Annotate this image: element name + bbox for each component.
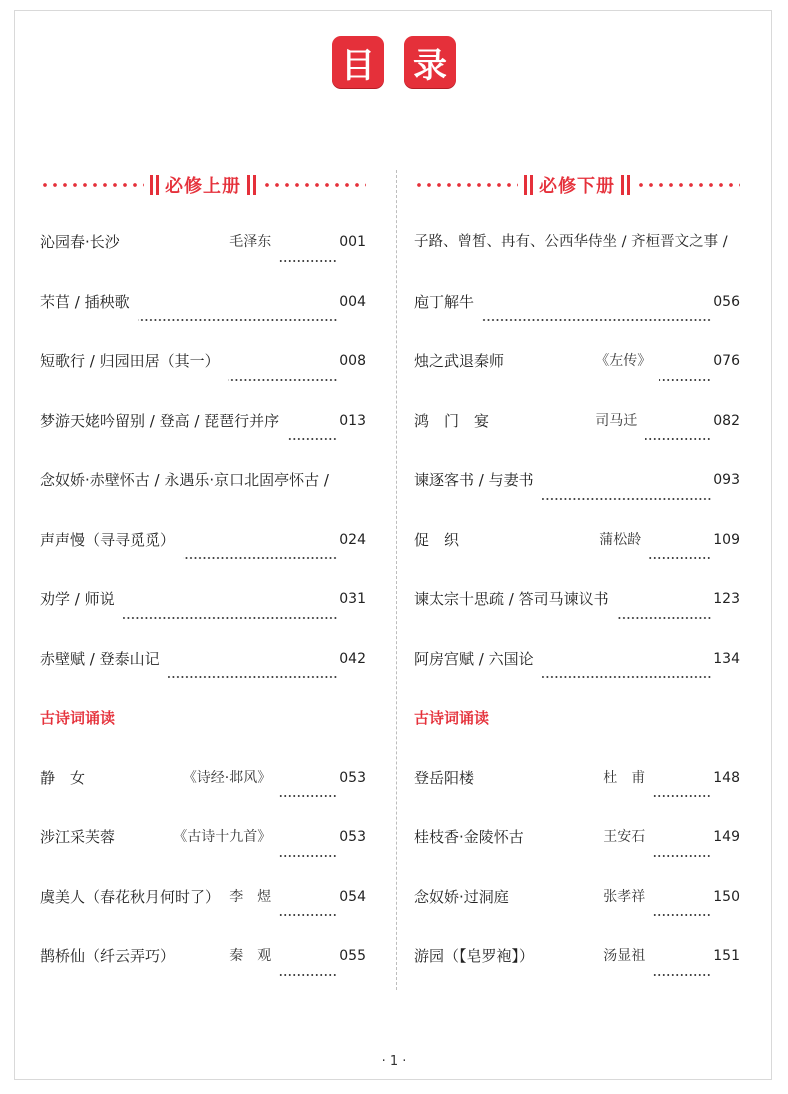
section-title: 必修上册 [165, 176, 241, 197]
entry-title: 谏逐客书 / 与妻书 [414, 471, 534, 489]
entry-author: 司马迁 [595, 412, 638, 429]
entry-page: 082 [713, 412, 740, 429]
dot-leader [228, 378, 338, 382]
entry-page: 151 [713, 948, 740, 964]
entry-title: 芣苢 / 插秧歌 [40, 292, 130, 311]
entry-page: 054 [339, 888, 366, 905]
dot-leader [617, 616, 712, 620]
entry-author: 王安石 [603, 829, 646, 845]
dot-leader [123, 616, 338, 620]
toc-entry[interactable] [414, 232, 740, 292]
dot-leader [279, 854, 337, 858]
toc-entry[interactable] [414, 768, 740, 828]
entry-page: 008 [339, 353, 366, 369]
toc-column-right [414, 168, 740, 1006]
entry-page: 123 [713, 591, 740, 607]
entry-page: 013 [339, 412, 366, 429]
entry-page: 109 [713, 531, 740, 548]
entry-page: 053 [339, 829, 366, 845]
dot-leader [482, 318, 711, 322]
toc-entry[interactable] [40, 232, 366, 292]
dot-leader [279, 913, 337, 917]
toc-entry[interactable] [414, 887, 740, 947]
toc-entry[interactable] [40, 946, 366, 1006]
subsection-title: 古诗词诵读 [40, 709, 116, 727]
entry-author: 李 煜 [229, 888, 272, 905]
dot-leader [542, 675, 712, 679]
entry-title: 鸿 门 宴 [414, 411, 490, 430]
entry-page: 056 [713, 293, 740, 310]
toc-entry[interactable] [40, 470, 366, 530]
dot-leader [645, 437, 711, 441]
dot-leader [653, 794, 711, 798]
toc-entry[interactable] [414, 470, 740, 530]
entry-title: 声声慢（寻寻觅觅） [40, 530, 176, 549]
toc-entry[interactable] [414, 589, 740, 649]
entry-author: 毛泽东 [229, 234, 272, 250]
entry-page: 031 [339, 591, 366, 607]
toc-entry[interactable] [414, 649, 740, 709]
entry-author: 杜 甫 [603, 769, 646, 786]
entry-page: 150 [713, 888, 740, 905]
bar-ornament [247, 175, 256, 195]
entry-title: 烛之武退秦师 [414, 352, 505, 370]
toc-entry[interactable] [414, 351, 740, 411]
dot-leader [279, 973, 337, 977]
title-char-mu: 目 [332, 36, 384, 88]
toc-entry[interactable] [40, 589, 366, 649]
entry-page: 004 [339, 293, 366, 310]
dot-leader [649, 556, 711, 560]
entry-page: 134 [713, 650, 740, 667]
dot-rule [414, 183, 518, 187]
dot-leader [653, 854, 711, 858]
dot-leader [653, 973, 711, 977]
toc-entry[interactable] [40, 530, 366, 590]
entry-title: 静 女 [40, 768, 86, 787]
toc-entry[interactable] [414, 946, 740, 1006]
toc-entry[interactable] [414, 530, 740, 590]
toc-entry[interactable] [414, 827, 740, 887]
entry-page: 148 [713, 769, 740, 786]
entry-title: 赤壁赋 / 登泰山记 [40, 649, 160, 668]
entry-title: 念奴娇·过洞庭 [414, 887, 509, 906]
entry-title: 阿房宫赋 / 六国论 [414, 649, 534, 668]
toc-entry[interactable] [40, 768, 366, 828]
toc-entry[interactable] [40, 292, 366, 352]
entry-title: 游园（【皂罗袍】） [414, 947, 535, 965]
page-title [0, 36, 788, 88]
entry-author: 蒲松龄 [599, 531, 642, 548]
dot-rule [636, 183, 740, 187]
entry-title: 念奴娇·赤壁怀古 / 永遇乐·京口北固亭怀古 / [40, 471, 329, 489]
toc-entry[interactable] [414, 292, 740, 352]
entry-page: 042 [339, 650, 366, 667]
entry-title: 虞美人（春花秋月何时了） [40, 887, 221, 906]
bar-ornament [621, 175, 630, 195]
entry-page: 055 [339, 948, 366, 964]
dot-leader [542, 497, 712, 501]
entry-page: 076 [713, 353, 740, 369]
entry-title: 登岳阳楼 [414, 768, 475, 787]
dot-leader [279, 259, 337, 263]
dot-leader [659, 378, 711, 382]
entry-title: 促 织 [414, 530, 460, 549]
dot-leader [279, 794, 337, 798]
bar-ornament [524, 175, 533, 195]
toc-entry[interactable] [40, 649, 366, 709]
entry-title: 沁园春·长沙 [40, 233, 120, 251]
toc-entry[interactable] [414, 411, 740, 471]
page-number: · 1 · [381, 1054, 407, 1069]
entry-page: 149 [713, 829, 740, 845]
column-divider [396, 170, 397, 990]
dot-leader [653, 913, 711, 917]
section-title: 必修下册 [539, 176, 615, 197]
toc-entry[interactable] [40, 887, 366, 947]
dot-leader [287, 437, 337, 441]
toc-column-left [40, 168, 366, 1006]
entry-title: 短歌行 / 归园田居（其一） [40, 352, 220, 370]
entry-author: 汤显祖 [603, 948, 646, 964]
dot-rule [40, 183, 144, 187]
entry-page: 001 [339, 234, 366, 250]
entry-author: 《诗经·邶风》 [182, 769, 272, 786]
entry-author: 秦 观 [229, 948, 272, 964]
entry-title: 桂枝香·金陵怀古 [414, 828, 524, 846]
subsection-title: 古诗词诵读 [414, 709, 490, 727]
bar-ornament [150, 175, 159, 195]
section-header-right [414, 168, 740, 202]
entry-title: 涉江采芙蓉 [40, 828, 116, 846]
entry-page: 024 [339, 531, 366, 548]
dot-leader [138, 318, 338, 322]
toc-entry[interactable] [40, 827, 366, 887]
entry-title: 梦游天姥吟留别 / 登高 / 琵琶行并序 [40, 411, 280, 430]
entry-author: 张孝祥 [603, 888, 646, 905]
entry-title: 子路、曾皙、冉有、公西华侍坐 / 齐桓晋文之事 / [414, 234, 728, 250]
section-header-left [40, 168, 366, 202]
entry-page: 053 [339, 769, 366, 786]
toc-entry[interactable] [40, 351, 366, 411]
entry-page: 093 [713, 472, 740, 488]
entry-author: 《古诗十九首》 [173, 829, 272, 845]
dot-leader [168, 675, 338, 679]
entry-author: 《左传》 [595, 353, 652, 369]
toc-entry[interactable] [40, 411, 366, 471]
dot-leader [183, 556, 337, 560]
entry-title: 庖丁解牛 [414, 292, 475, 311]
dot-rule [262, 183, 366, 187]
entry-title: 谏太宗十思疏 / 答司马谏议书 [414, 590, 609, 608]
entry-title: 劝学 / 师说 [40, 590, 115, 608]
title-char-lu: 录 [404, 36, 456, 88]
entry-title: 鹊桥仙（纤云弄巧） [40, 947, 176, 965]
